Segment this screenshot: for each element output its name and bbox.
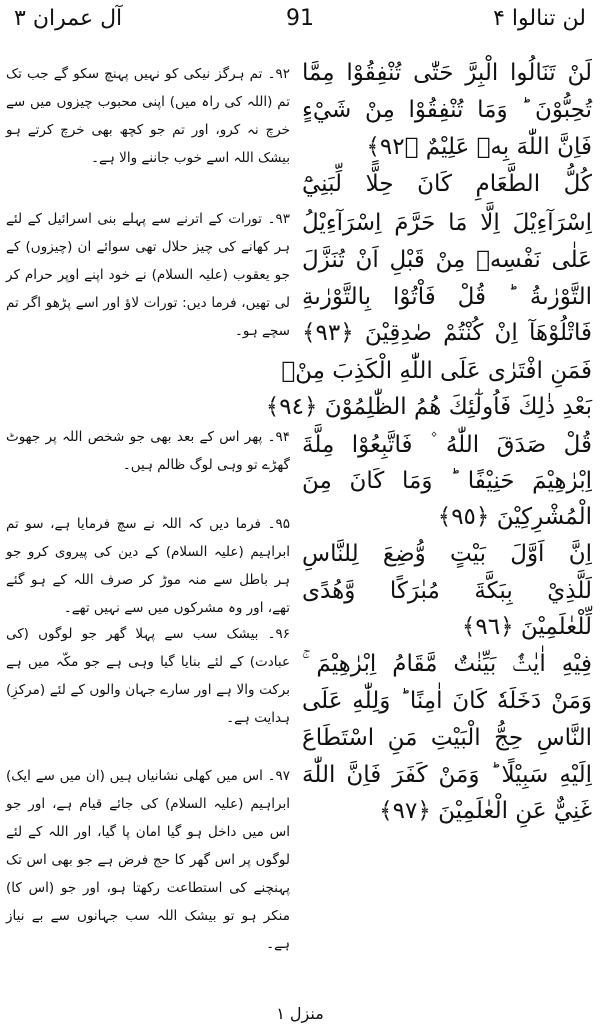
translation-verse-92: ۹۲۔ تم ہرگز نیکی کو نہیں پہنچ سکو گے جب تک تم (اللہ کی راہ میں) اپنی محبوب چیزوں میں سے خرچ نہ کرو، اور تم جو کچھ بھی خرچ کرتے ہو بیشک اللہ اسے خوب جاننے والا ہے۔ <box>6 66 290 166</box>
arabic-line: اِسْرَآءِيْلَ اِلَّا مَا حَرَّمَ اِسْرَآءِيْلُ <box>302 210 592 236</box>
arabic-line: فَمَنِ افْتَرٰى عَلَى اللّٰهِ الْكَذِبَ مِنْۢ <box>281 358 592 384</box>
translation-verse-93: ۹۳۔ تورات کے اترنے سے پہلے بنی اسرائیل کے لئے ہر کھانے کی چیز حلال تھی سوائے ان (چیزوں) کے جو یعقوب (علیہ السلام) نے خود اپنے اوپر حرام کر لی تھیں، فرما دیں: تورات لاؤ اور اسے پڑھو اگر تم سچے ہو۔ <box>6 211 290 339</box>
arabic-line: عَلٰى نَفْسِهٖ مِنْ قَبْلِ اَنْ تُنَزَّلَ <box>302 247 592 273</box>
translation-verse-94: ۹۴۔ پھر اس کے بعد بھی جو شخص اللہ پر جھوٹ گھڑے تو وہی لوگ ظالم ہیں۔ <box>6 429 290 473</box>
arabic-line: اِنَّ اَوَّلَ بَيْتٍ وُّضِعَ لِلنَّاسِ <box>302 541 592 567</box>
arabic-line: فِيْهِ اٰيٰتٌۢ بَيِّنٰتٌ مَّقَامُ اِبْرٰهِيْمَ ۚ <box>302 651 592 677</box>
arabic-line: وَمَنْ دَخَلَهٗ كَانَ اٰمِنًا ؕ وَلِلّٰهِ عَلَى <box>302 688 592 714</box>
arabic-line: غَنِيٌّ عَنِ الْعٰلَمِيْنَ ﴿٩٧﴾ <box>379 798 592 824</box>
arabic-line: لَلَّذِيْ بِبَكَّةَ مُبٰرَكًا وَّهُدًى <box>302 578 592 604</box>
arabic-line: فَاِنَّ اللّٰهَ بِهٖ عَلِيْمٌ ﴿٩٢﴾ <box>366 134 592 160</box>
arabic-line: تُحِبُّوْنَ ؕ وَمَا تُنْفِقُوْا مِنْ شَيْءٍ <box>302 97 592 123</box>
arabic-line: اِبْرٰهِيْمَ حَنِيْفًا ؕ وَمَا كَانَ مِنَ <box>302 468 592 494</box>
translation-verse-95: ۹۵۔ فرما دیں کہ اللہ نے سچ فرمایا ہے، سو تم ابراہیم (علیہ السلام) کے دین کی پیروی کرو جو ہر باطل سے منہ موڑ کر صرف اللہ کے ہو گئے تھے، اور وہ مشرکوں میں سے نہیں تھے۔ <box>6 516 290 616</box>
surah-title: آل عمران ۳ <box>14 6 123 31</box>
arabic-line: قُلْ صَدَقَ اللّٰهُ ۫ فَاتَّبِعُوْا مِلَّةَ <box>302 432 592 458</box>
translation-verse-96: ۹۶۔ بیشک سب سے پہلا گھر جو لوگوں (کی عبادت) کے لئے بنایا گیا وہی ہے جو مکّہ میں ہے برکت والا ہے اور سارے جہان والوں کے لئے (مرکزِ) ہدایت ہے۔ <box>6 626 290 726</box>
arabic-line: النَّاسِ حِجُّ الْبَيْتِ مَنِ اسْتَطَاعَ <box>302 725 592 751</box>
arabic-line: لَنْ تَنَالُوا الْبِرَّ حَتّٰى تُنْفِقُوْا مِمَّا <box>302 60 592 86</box>
arabic-line: اِلَيْهِ سَبِيْلًا ؕ وَمَنْ كَفَرَ فَاِنَّ اللّٰهَ <box>302 762 592 788</box>
arabic-line: كُلُّ الطَّعَامِ كَانَ حِلًّا لِّبَنِيْٓ <box>302 171 592 197</box>
arabic-line: لِّلْعٰلَمِيْنَ ﴿٩٦﴾ <box>461 614 592 640</box>
manzil-footer: منزل ۱ <box>276 1004 324 1023</box>
translation-verse-97: ۹۷۔ اس میں کھلی نشانیاں ہیں (ان میں سے ایک) ابراہیم (علیہ السلام) کی جائے قیام ہے، اور جو اس میں داخل ہو گیا امان پا گیا، اور اللہ کے لئے لوگوں پر اس گھر کا حج فرض ہے جو بھی اس تک پہنچنے کی استطاعت رکھتا ہو، اور جو (اس کا) منکر ہو تو بیشک اللہ سب جہانوں سے بے نیاز ہے۔ <box>6 768 290 952</box>
arabic-line: التَّوْرٰىةُ ؕ قُلْ فَاْتُوْا بِالتَّوْرٰىةِ <box>302 284 592 310</box>
juz-title: لن تنالوا ۴ <box>493 6 586 31</box>
arabic-line: بَعْدِ ذٰلِكَ فَاُولٰٓئِكَ هُمُ الظّٰلِمُوْنَ ﴿٩٤﴾ <box>265 394 592 420</box>
arabic-line: الْمُشْرِكِيْنَ ﴿٩٥﴾ <box>437 504 592 530</box>
page-number: 91 <box>286 6 314 31</box>
arabic-line: فَاتْلُوْهَآ اِنْ كُنْتُمْ صٰدِقِيْنَ ﴿٩٣﴾ <box>302 320 592 346</box>
